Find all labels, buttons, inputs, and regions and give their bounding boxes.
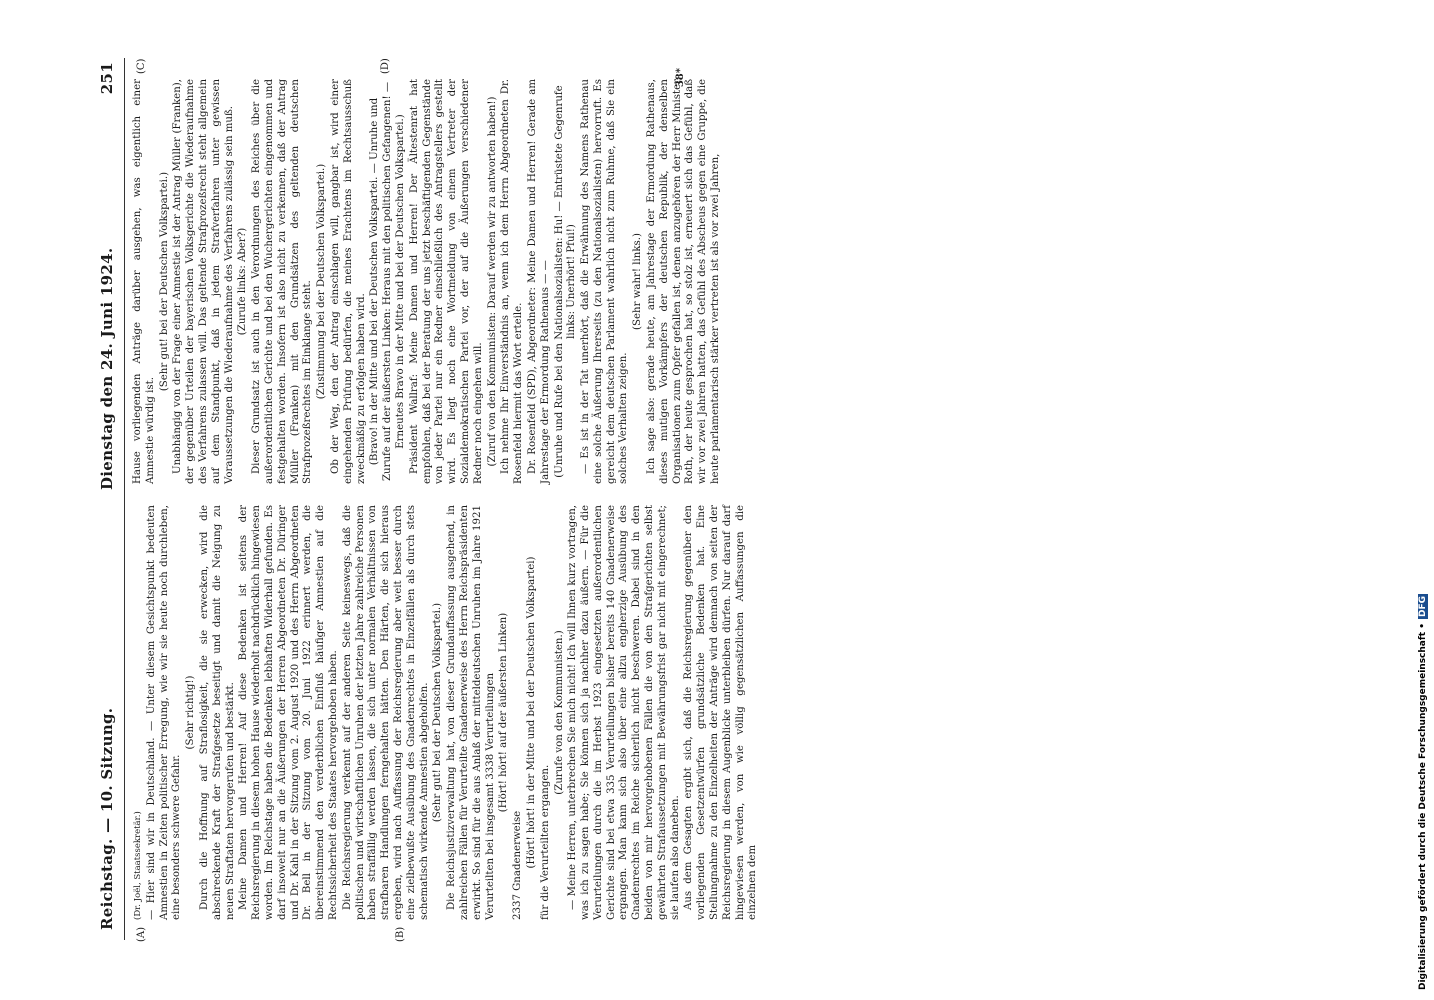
signature-mark: 38*	[675, 68, 686, 88]
paragraph: Unabhängig von der Frage einer Amnestie ist der Antrag Müller (Franken), der gegenüber Urteilen der bayerischen Volksgerichte die Wiederaufnahme des Verfahrens zulassen will. Das geltende Strafprozeßrecht steht allgemein auf dem Standpunkt, daß in jedem Strafverfahren unter gewissen Voraussetzungen die Wiederaufnahme des Verfahrens zulässig sein muß.	[172, 79, 235, 484]
text-column-right	[132, 79, 724, 484]
text-column-left	[132, 505, 761, 920]
interjection: (Hört! hört! in der Mitte und bei der Deutschen Volkspartei)	[525, 556, 537, 869]
paragraph: 2337 Gnadenerweise	[512, 810, 524, 920]
header-rule	[124, 58, 125, 940]
interjection: (Zurufe links: Aber?)	[237, 227, 249, 336]
interjection: (Sehr wahr! links.)	[632, 233, 644, 330]
paragraph: Dieser Grundsatz ist auch in den Verordnungen des Reiches über die außerordentlichen Gerichte und bei den Wuchergerichten eingenommen und festgehalten worden. Insofern ist also nicht zu verkennen, daß der Antrag Müller (Franken) mit den Grundsätzen des geltenden deutschen Strafprozeßrechtes im Einklange steht.	[251, 79, 314, 484]
paragraph: Aus dem Gesagten ergibt sich, daß die Reichsregierung gegenüber den vorliegenden Gesetzentwürfen grundsätzliche Bedenken hat. Eine Stellungnahme zu den Einzelheiten der Anträge wird demnach von seiten der Reichsregierung in diesem Augenblicke unterbleiben dürfen. Nur darauf darf hingewiesen werden, von wie völlig gegensätzlichen Auffassungen die einzelnen dem	[683, 505, 759, 920]
interjection: (Sehr richtig!)	[185, 675, 197, 750]
paragraph: für die Verurteilten ergangen.	[539, 764, 551, 920]
paragraph: Dr. Rosenfeld (SPD), Abgeordneter: Meine Damen und Herren! Gerade am Jahrestage der Ermordung Rathenaus — —	[526, 79, 551, 484]
interjection: (Hört! hört! auf der äußersten Linken)	[498, 612, 510, 813]
interjection: (Sehr gut! bei der Deutschen Volkspartei.)	[432, 602, 444, 823]
interjection: (Unruhe und Rufe bei den Nationalsozialisten: Hu! — Entrüstete Gegenrufe links: Unerhört! Pfui!)	[553, 85, 578, 478]
margin-marker-b: (B)	[395, 926, 406, 942]
scanned-page	[90, 50, 759, 950]
paragraph: Durch die Hoffnung auf Straflosigkeit, die sie erwecken, wird die abschreckende Kraft der Strafgesetze beseitigt und damit die Neigung zu neuen Straftaten hervorgerufen und bestärkt.	[198, 505, 236, 920]
paragraph: Hause vorliegenden Anträge darüber ausgehen, was eigentlich einer Amnestie würdig ist.	[132, 79, 156, 484]
margin-marker-c: (C)	[136, 58, 147, 74]
page-number: 251	[98, 62, 116, 95]
paragraph: — Meine Herren, unterbrechen Sie mich nicht! Ich will Ihnen kurz vortragen, was ich zu sagen habe; Sie können sich ja nachher dazu äußern. — Für die Verurteilungen durch die im Herbst 1923 eingesetzten außerordentlichen Gerichte sind bei etwa 335 Verurteilungen bisher bereits 140 Gnadenerweise ergangen. Man kann sich also über eine allzu engherzige Ausübung des Gnadenrechtes im Reiche sicherlich nicht beschweren. Dabei sind in den beiden von mir hervorgehobenen Fällen die von den Strafgerichten selbst gewährten Strafaussetzungen mit Bewährungsfrist gar nicht mit eingerechnet; sie laufen also daneben.	[567, 505, 681, 920]
paragraph: Ich sage also: gerade heute, am Jahrestage der Ermordung Rathenaus, dieses mutigen Vorkämpfers der deutschen Republik, der denselben Organisationen zum Opfer gefallen ist, denen anzugehören der Herr Minister Roth, der heute gesprochen hat, so stolz ist, erneuert sich das Gefühl, daß wir vor zwei Jahren hatten, das Gefühl des Abscheus gegen eine Gruppe, die heute parlamentarisch stärker vertreten ist als vor zwei Jahren,	[646, 79, 722, 484]
interjection: (Zuruf von den Kommunisten: Darauf werden wir zu antworten haben!)	[486, 96, 498, 467]
margin-marker-d: (D)	[380, 58, 391, 74]
dfg-logo: DFG	[1418, 596, 1428, 618]
paragraph: Meine Damen und Herren! Auf diese Bedenken ist seitens der Reichsregierung in diesem hohen Hause wiederholt nachdrücklich hingewiesen worden. Im Reichstage haben die Bedenken lebhaften Widerhall gefunden. Es darf insoweit nur an die Äußerungen der Herren Abgeordneten Dr. Düringer und Dr. Kahl in der Sitzung vom 2. August 1920 und des Herrn Abgeordneten Dr. Bell in der Sitzung vom 20. Juni 1922 erinnert werden, die übereinstimmend den verderblichen Einfluß häufiger Amnestien auf die Rechtssicherheit des Staates hervorgehoben haben.	[238, 505, 339, 920]
digitization-credit	[1418, 0, 1428, 990]
header-left: Reichstag. — 10. Sitzung.	[98, 707, 116, 930]
paragraph: Ob der Weg, den der Antrag einschlagen will, gangbar ist, wird einer eingehenden Prüfung bedürfen, die meines Erachtens im Rechtsausschuß zweckmäßig zu erfolgen haben wird.	[329, 79, 367, 484]
interjection: (Zurufe von den Kommunisten.)	[553, 630, 565, 795]
paragraph: — Hier sind wir in Deutschland. — Unter diesem Gesichtspunkt bedeuten Amnestien in Zeiten politischer Erregung, wie wir sie heute noch durchleben, eine besonders schwere Gefahr.	[145, 505, 183, 920]
paragraph: Die Reichsregierung verkennt auf der anderen Seite keineswegs, daß die politischen und wirtschaftlichen Unruhen der letzten Jahre zahlreiche Personen haben straffällig werden lassen, die sich unter normalen Verhältnissen von strafbaren Handlungen ferngehalten hätten. Den Härten, die sich hieraus ergeben, wird nach Auffassung der Reichsregierung aber weit besser durch eine zielbewußte Ausübung des Gnadenrechtes in Einzelfällen als durch stets schematisch wirkende Amnestien abgeholfen.	[341, 505, 430, 920]
interjection: (Zustimmung bei der Deutschen Volkspartei.)	[316, 163, 328, 400]
header-date: Dienstag den 24. Juni 1924.	[98, 247, 116, 490]
paragraph: Die Reichsjustizverwaltung hat, von dieser Grundauffassung ausgehend, in zahlreichen Fällen für Verurteilte Gnadenerweise des Herrn Reichspräsidenten erwirkt. So sind für die aus Anlaß der mitteldeutschen Unruhen im Jahre 1921 Verurteilten bei insgesamt 3338 Verurteilungen	[446, 505, 496, 920]
credit-text: Digitalisierung gefördert durch die Deutsche Forschungsgemeinschaft •	[1418, 623, 1428, 990]
interjection: (Bravo! in der Mitte und bei der Deutschen Volkspartei. — Unruhe und Zurufe auf der äußersten Linken: Heraus mit den politischen Gefangenen! — Erneutes Bravo in der Mitte und bei der Deutschen Volkspartei.)	[369, 81, 406, 482]
paragraph: Ich nehme Ihr Einverständnis an, wenn ich dem Herrn Abgeordneten Dr. Rosenfeld hiermit das Wort erteile.	[500, 79, 525, 484]
paragraph: Präsident Wallraf: Meine Damen und Herren! Der Ältestenrat hat empfohlen, daß bei der Beratung der uns jetzt beschäftigenden Gegenstände von jeder Partei nur ein Redner einschließlich des Antragstellers gestellt wird. Es liegt noch eine Wortmeldung von einem Vertreter der Sozialdemokratischen Partei vor, der auf die Äußerungen verschiedener Redner noch eingehen will.	[408, 79, 484, 484]
speaker-line: (Dr. Joël, Staatssekretär.)	[133, 811, 143, 920]
paragraph: — Es ist in der Tat unerhört, daß die Erwähnung des Namens Rathenau eine solche Äußerung Ihrerseits (zu den Nationalsozialisten) hervorruft. Es gereicht dem deutschen Parlament wahrlich nicht zum Ruhme, daß Sie ein solches Verhalten zeigen.	[580, 79, 630, 484]
interjection: (Sehr gut! bei der Deutschen Volkspartei.)	[158, 171, 170, 392]
margin-marker-a: (A)	[136, 926, 147, 942]
